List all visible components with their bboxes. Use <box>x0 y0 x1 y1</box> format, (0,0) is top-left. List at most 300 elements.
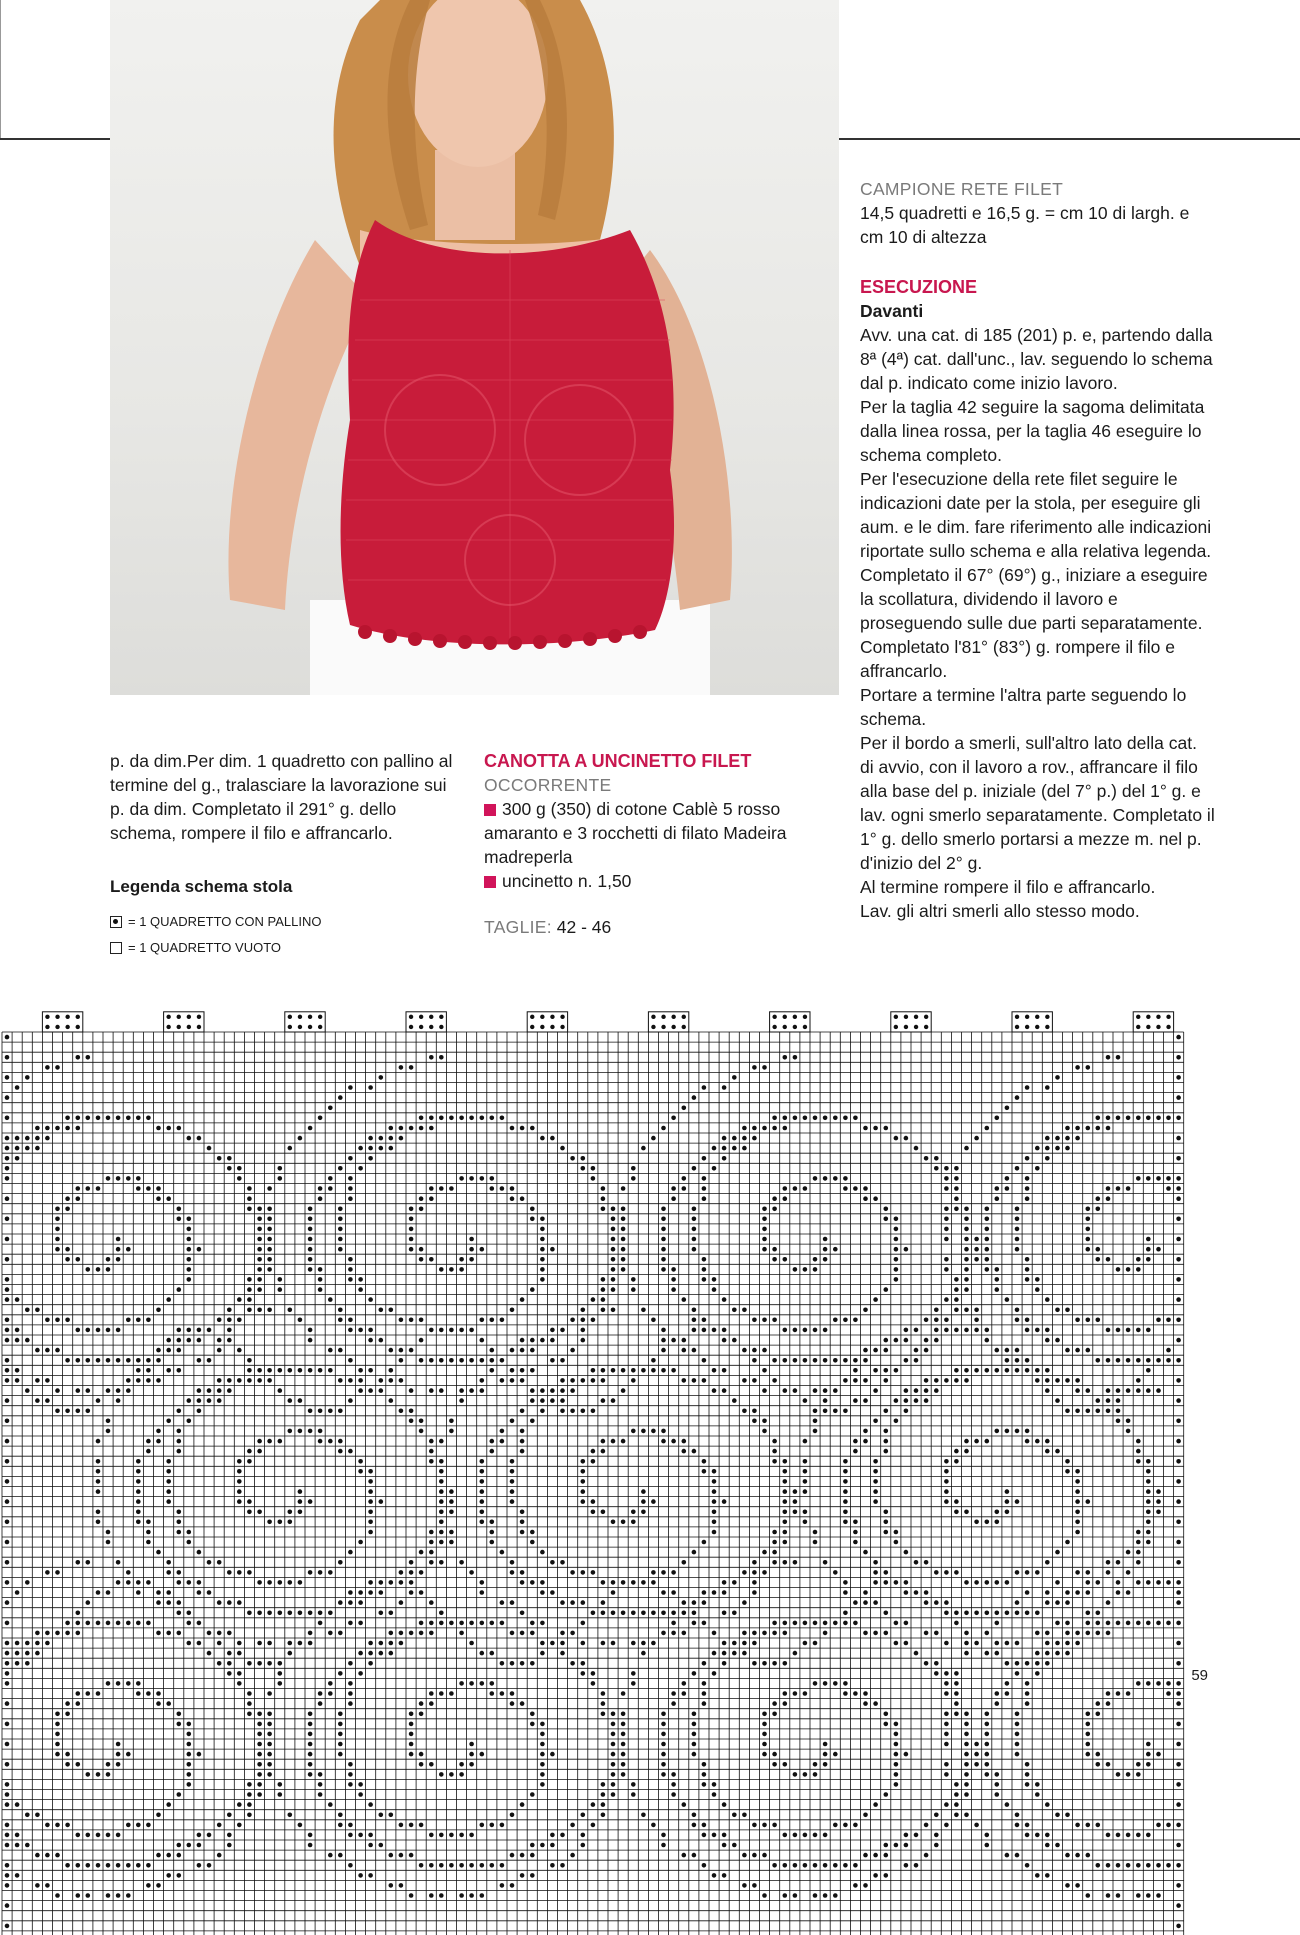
chart-stitch <box>419 1338 424 1343</box>
chart-stitch <box>692 1752 697 1757</box>
chart-stitch <box>65 1247 70 1252</box>
chart-stitch <box>166 1873 171 1878</box>
chart-stitch <box>1025 1196 1030 1201</box>
chart-stitch <box>783 1691 788 1696</box>
chart-stitch <box>671 1691 676 1696</box>
chart-stitch <box>1176 1863 1181 1868</box>
chart-stitch <box>732 1308 737 1313</box>
chart-stitch <box>1136 1328 1141 1333</box>
chart-stitch <box>752 1409 757 1414</box>
chart-stitch <box>843 1469 848 1474</box>
chart-stitch <box>934 1671 939 1676</box>
chart-stitch <box>1166 1186 1171 1191</box>
chart-stitch <box>389 1813 394 1818</box>
chart-stitch <box>783 1560 788 1565</box>
chart-stitch <box>469 1863 474 1868</box>
chart-stitch <box>116 1742 121 1747</box>
chart-stitch <box>540 1641 545 1646</box>
chart-stitch <box>560 1863 565 1868</box>
chart-stitch <box>5 1257 10 1262</box>
chart-stitch <box>783 1055 788 1060</box>
chart-stitch <box>884 1217 889 1222</box>
chart-stitch <box>1035 1439 1040 1444</box>
chart-stitch <box>702 1540 707 1545</box>
chart-stitch <box>1136 1116 1141 1121</box>
chart-stitch <box>772 1449 777 1454</box>
chart-stitch <box>429 1691 434 1696</box>
chart-stitch <box>177 1570 182 1575</box>
chart-stitch <box>399 1823 404 1828</box>
chart-stitch <box>409 1893 414 1898</box>
chart-stitch <box>863 1883 868 1888</box>
chart-stitch <box>783 1489 788 1494</box>
chart-stitch <box>136 1318 141 1323</box>
chart-stitch <box>247 1792 252 1797</box>
chart-stitch <box>177 1338 182 1343</box>
chart-stitch <box>540 1621 545 1626</box>
chart-stitch <box>873 1348 878 1353</box>
chart-stitch <box>25 1146 30 1151</box>
chart-stitch <box>1086 1237 1091 1242</box>
chart-stitch <box>1136 1530 1141 1535</box>
chart-stitch <box>843 1520 848 1525</box>
chart-stitch <box>783 1863 788 1868</box>
chart-stitch <box>823 1247 828 1252</box>
chart-stitch <box>904 1015 908 1019</box>
chart-stitch <box>35 1641 40 1646</box>
chart-stitch <box>611 1227 616 1232</box>
chart-stitch <box>278 1580 283 1585</box>
chart-stitch <box>1176 1843 1181 1848</box>
chart-stitch <box>338 1308 343 1313</box>
chart-stitch <box>65 1196 70 1201</box>
chart-stitch <box>1045 1651 1050 1656</box>
chart-stitch <box>5 1681 10 1686</box>
chart-stitch <box>1106 1691 1111 1696</box>
chart-stitch <box>348 1358 353 1363</box>
chart-stitch <box>15 1146 20 1151</box>
chart-stitch <box>1106 1328 1111 1333</box>
chart-stitch <box>873 1580 878 1585</box>
chart-stitch <box>5 1883 10 1888</box>
chart-stitch <box>459 1398 464 1403</box>
chart-stitch <box>843 1621 848 1626</box>
chart-stitch <box>1055 1641 1060 1646</box>
chart-stitch <box>35 1813 40 1818</box>
chart-stitch <box>924 1025 928 1029</box>
chart-stitch <box>96 1328 101 1333</box>
chart-stitch <box>318 1429 323 1434</box>
chart-stitch <box>86 1328 91 1333</box>
chart-stitch <box>1116 1186 1121 1191</box>
chart-stitch <box>722 1388 727 1393</box>
chart-stitch <box>257 1267 262 1272</box>
chart-stitch <box>783 1631 788 1636</box>
chart-stitch <box>550 1388 555 1393</box>
chart-stitch <box>742 1308 747 1313</box>
chart-stitch <box>429 1388 434 1393</box>
chart-stitch <box>591 1570 596 1575</box>
chart-stitch <box>964 1611 969 1616</box>
chart-stitch <box>884 1853 889 1858</box>
chart-stitch <box>237 1600 242 1605</box>
chart-scallop-top <box>164 1012 204 1032</box>
chart-stitch <box>156 1439 161 1444</box>
chart-stitch <box>692 1247 697 1252</box>
chart-stitch <box>520 1409 525 1414</box>
paragraph-7: Per il bordo a smerli, sull'altro lato della cat. di avvio, con il lavoro a rov., affrancare il filo alla base del p. iniziale (del 7° p.) del 1° g. e lav. ogni smerlo separatamente. Completato il 1° g. dello smerlo portarsi a mezze m. nel p. d'inizio del 2° g. <box>860 733 1215 873</box>
chart-stitch <box>5 1661 10 1666</box>
chart-stitch <box>1005 1802 1010 1807</box>
chart-stitch <box>399 1641 404 1646</box>
chart-stitch <box>974 1318 979 1323</box>
chart-stitch <box>520 1631 525 1636</box>
chart-stitch <box>439 1520 444 1525</box>
chart-stitch <box>166 1025 170 1029</box>
chart-stitch <box>904 1621 909 1626</box>
chart-stitch <box>267 1752 272 1757</box>
chart-stitch <box>5 1600 10 1605</box>
chart-stitch <box>702 1459 707 1464</box>
chart-stitch <box>772 1863 777 1868</box>
chart-stitch <box>449 1429 454 1434</box>
chart-stitch <box>510 1368 515 1373</box>
chart-stitch <box>177 1510 182 1515</box>
chart-stitch <box>803 1772 808 1777</box>
chart-stitch <box>964 1762 969 1767</box>
chart-stitch <box>136 1489 141 1494</box>
chart-stitch <box>257 1247 262 1252</box>
chart-stitch <box>1086 1853 1091 1858</box>
chart-stitch <box>873 1388 878 1393</box>
chart-stitch <box>247 1277 252 1282</box>
chart-stitch <box>348 1600 353 1605</box>
chart-stitch <box>1136 1257 1141 1262</box>
chart-stitch <box>217 1853 222 1858</box>
chart-stitch <box>288 1580 293 1585</box>
chart-stitch <box>742 1146 747 1151</box>
chart-stitch <box>288 1146 293 1151</box>
chart-stitch <box>813 1267 818 1272</box>
chart-stitch <box>1045 1661 1050 1666</box>
chart-stitch <box>429 1015 433 1019</box>
chart-stitch <box>328 1297 333 1302</box>
chart-stitch <box>409 1388 414 1393</box>
occorrente-label: OCCORRENTE <box>484 775 612 795</box>
chart-stitch <box>611 1762 616 1767</box>
chart-stitch <box>995 1277 1000 1282</box>
empty-square-icon <box>110 942 122 954</box>
chart-stitch <box>702 1823 707 1828</box>
chart-stitch <box>298 1398 303 1403</box>
chart-stitch <box>601 1580 606 1585</box>
chart-stitch <box>35 1883 40 1888</box>
chart-stitch <box>621 1742 626 1747</box>
chart-stitch <box>934 1631 939 1636</box>
chart-stitch <box>924 1853 929 1858</box>
chart-stitch <box>1106 1570 1111 1575</box>
chart-stitch <box>55 1742 60 1747</box>
chart-stitch <box>702 1378 707 1383</box>
chart-stitch <box>267 1237 272 1242</box>
chart-stitch <box>631 1641 636 1646</box>
chart-stitch <box>267 1732 272 1737</box>
chart-stitch <box>742 1631 747 1636</box>
chart-stitch <box>1045 1136 1050 1141</box>
chart-stitch <box>5 1540 10 1545</box>
chart-stitch <box>944 1378 949 1383</box>
chart-stitch <box>712 1530 717 1535</box>
chart-stitch <box>480 1358 485 1363</box>
chart-stitch <box>510 1853 515 1858</box>
chart-stitch <box>308 1631 313 1636</box>
chart-stitch <box>1096 1580 1101 1585</box>
chart-stitch <box>873 1297 878 1302</box>
chart-stitch <box>884 1368 889 1373</box>
legend-filled-row <box>110 909 455 935</box>
chart-stitch <box>237 1297 242 1302</box>
chart-stitch <box>762 1570 767 1575</box>
chart-stitch <box>419 1126 424 1131</box>
chart-stitch <box>853 1116 858 1121</box>
chart-stitch <box>338 1742 343 1747</box>
chart-stitch <box>1116 1409 1121 1414</box>
chart-stitch <box>793 1651 798 1656</box>
chart-stitch <box>480 1752 485 1757</box>
chart-stitch <box>570 1409 575 1414</box>
chart-stitch <box>449 1510 454 1515</box>
chart-stitch <box>1005 1580 1010 1585</box>
chart-stitch <box>65 1762 70 1767</box>
chart-stitch <box>308 1237 313 1242</box>
chart-stitch <box>702 1277 707 1282</box>
chart-stitch <box>924 1600 929 1605</box>
chart-stitch <box>671 1792 676 1797</box>
chart-stitch <box>65 1025 69 1029</box>
chart-stitch <box>449 1267 454 1272</box>
chart-stitch <box>348 1782 353 1787</box>
chart-stitch <box>772 1762 777 1767</box>
chart-stitch <box>995 1772 1000 1777</box>
chart-stitch <box>106 1833 111 1838</box>
chart-stitch <box>944 1489 949 1494</box>
chart-stitch <box>187 1580 192 1585</box>
chart-stitch <box>1146 1479 1151 1484</box>
chart-stitch <box>267 1772 272 1777</box>
chart-stitch <box>692 1217 697 1222</box>
chart-stitch <box>964 1368 969 1373</box>
chart-stitch <box>45 1570 50 1575</box>
chart-stitch <box>1075 1409 1080 1414</box>
chart-stitch <box>480 1338 485 1343</box>
chart-stitch <box>177 1449 182 1454</box>
chart-stitch <box>1075 1570 1080 1575</box>
chart-stitch <box>197 1752 202 1757</box>
chart-stitch <box>944 1691 949 1696</box>
chart-stitch <box>560 1378 565 1383</box>
chart-stitch <box>692 1378 697 1383</box>
chart-stitch <box>409 1348 414 1353</box>
chart-stitch <box>25 1136 30 1141</box>
chart-stitch <box>136 1469 141 1474</box>
chart-stitch <box>954 1287 959 1292</box>
chart-stitch <box>5 1166 10 1171</box>
chart-stitch <box>166 1126 171 1131</box>
chart-stitch <box>237 1823 242 1828</box>
chart-stitch <box>5 1439 10 1444</box>
chart-stitch <box>863 1631 868 1636</box>
chart-stitch <box>338 1732 343 1737</box>
chart-stitch <box>247 1802 252 1807</box>
chart-stitch <box>560 1641 565 1646</box>
chart-stitch <box>823 1681 828 1686</box>
chart-stitch <box>611 1611 616 1616</box>
chart-stitch <box>1116 1590 1121 1595</box>
chart-stitch <box>480 1479 485 1484</box>
chart-stitch <box>783 1388 788 1393</box>
chart-stitch <box>480 1863 485 1868</box>
chart-stitch <box>742 1853 747 1858</box>
chart-stitch <box>318 1691 323 1696</box>
chart-stitch <box>227 1661 232 1666</box>
chart-stitch <box>1176 1782 1181 1787</box>
chart-stitch <box>954 1277 959 1282</box>
chart-stitch <box>409 1065 414 1070</box>
chart-stitch <box>570 1378 575 1383</box>
chart-stitch <box>1005 1176 1010 1181</box>
chart-stitch <box>1065 1813 1070 1818</box>
chart-stitch <box>106 1328 111 1333</box>
chart-stitch <box>762 1550 767 1555</box>
chart-stitch <box>712 1277 717 1282</box>
chart-stitch <box>197 1398 202 1403</box>
chart-stitch <box>793 1621 798 1626</box>
chart-stitch <box>15 1368 20 1373</box>
chart-stitch <box>187 1015 191 1019</box>
chart-stitch <box>722 1499 727 1504</box>
chart-stitch <box>469 1237 474 1242</box>
chart-stitch <box>843 1378 848 1383</box>
chart-stitch <box>126 1752 131 1757</box>
chart-stitch <box>348 1196 353 1201</box>
chart-stitch <box>661 1328 666 1333</box>
chart-stitch <box>1176 1318 1181 1323</box>
chart-stitch <box>884 1429 889 1434</box>
chart-stitch <box>581 1409 586 1414</box>
chart-stitch <box>65 1621 70 1626</box>
chart-stitch <box>15 1136 20 1141</box>
chart-stitch <box>399 1409 404 1414</box>
chart-stitch <box>379 1843 384 1848</box>
chart-stitch <box>419 1247 424 1252</box>
chart-stitch <box>318 1015 322 1019</box>
chart-stitch <box>76 1055 81 1060</box>
chart-stitch <box>106 1540 111 1545</box>
chart-stitch <box>187 1530 192 1535</box>
chart-stitch <box>1035 1671 1040 1676</box>
chart-stitch <box>964 1439 969 1444</box>
chart-stitch <box>853 1883 858 1888</box>
chart-stitch <box>611 1580 616 1585</box>
chart-stitch <box>692 1318 697 1323</box>
chart-stitch <box>853 1318 858 1323</box>
chart-stitch <box>1015 1025 1019 1029</box>
chart-stitch <box>379 1136 384 1141</box>
chart-stitch <box>540 1388 545 1393</box>
chart-stitch <box>449 1489 454 1494</box>
chart-stitch <box>1045 1802 1050 1807</box>
chart-stitch <box>247 1308 252 1313</box>
chart-stitch <box>1075 1510 1080 1515</box>
chart-stitch <box>934 1308 939 1313</box>
left-edge-rule <box>0 0 1 138</box>
chart-stitch <box>25 1813 30 1818</box>
chart-stitch <box>924 1560 929 1565</box>
chart-stitch <box>459 1176 464 1181</box>
chart-scallop-top <box>406 1012 446 1032</box>
chart-stitch <box>409 1823 414 1828</box>
chart-stitch <box>732 1146 737 1151</box>
chart-stitch <box>995 1691 1000 1696</box>
chart-stitch <box>409 1318 414 1323</box>
chart-stitch <box>348 1156 353 1161</box>
chart-stitch <box>439 1863 444 1868</box>
chart-stitch <box>5 1863 10 1868</box>
chart-stitch <box>661 1712 666 1717</box>
chart-stitch <box>540 1136 545 1141</box>
chart-stitch <box>1176 1722 1181 1727</box>
chart-stitch <box>358 1873 363 1878</box>
chart-stitch <box>65 1712 70 1717</box>
chart-stitch <box>429 1893 434 1898</box>
chart-stitch <box>560 1358 565 1363</box>
chart-stitch <box>995 1287 1000 1292</box>
chart-stitch <box>974 1611 979 1616</box>
chart-stitch <box>1075 1883 1080 1888</box>
chart-stitch <box>257 1712 262 1717</box>
chart-stitch <box>631 1368 636 1373</box>
chart-stitch <box>399 1883 404 1888</box>
chart-stitch <box>338 1449 343 1454</box>
chart-stitch <box>1005 1691 1010 1696</box>
chart-stitch <box>368 1085 373 1090</box>
chart-stitch <box>611 1308 616 1313</box>
chart-stitch <box>419 1196 424 1201</box>
chart-stitch <box>318 1621 323 1626</box>
filet-chart <box>0 1010 1185 1935</box>
chart-stitch <box>318 1701 323 1706</box>
chart-stitch <box>853 1439 858 1444</box>
chart-stitch <box>419 1116 424 1121</box>
chart-stitch <box>308 1227 313 1232</box>
chart-stitch <box>671 1015 675 1019</box>
chart-stitch <box>722 1611 727 1616</box>
chart-stitch <box>1176 1701 1181 1706</box>
chart-stitch <box>116 1560 121 1565</box>
chart-stitch <box>682 1106 687 1111</box>
chart-stitch <box>308 1833 313 1838</box>
chart-stitch <box>368 1146 373 1151</box>
chart-stitch <box>217 1823 222 1828</box>
chart-stitch <box>166 1499 171 1504</box>
chart-stitch <box>1025 1025 1029 1029</box>
chart-stitch <box>712 1873 717 1878</box>
chart-stitch <box>904 1328 909 1333</box>
chart-stitch <box>217 1378 222 1383</box>
chart-stitch <box>1015 1813 1020 1818</box>
chart-stitch <box>803 1015 807 1019</box>
chart-scallop-top <box>648 1012 688 1032</box>
